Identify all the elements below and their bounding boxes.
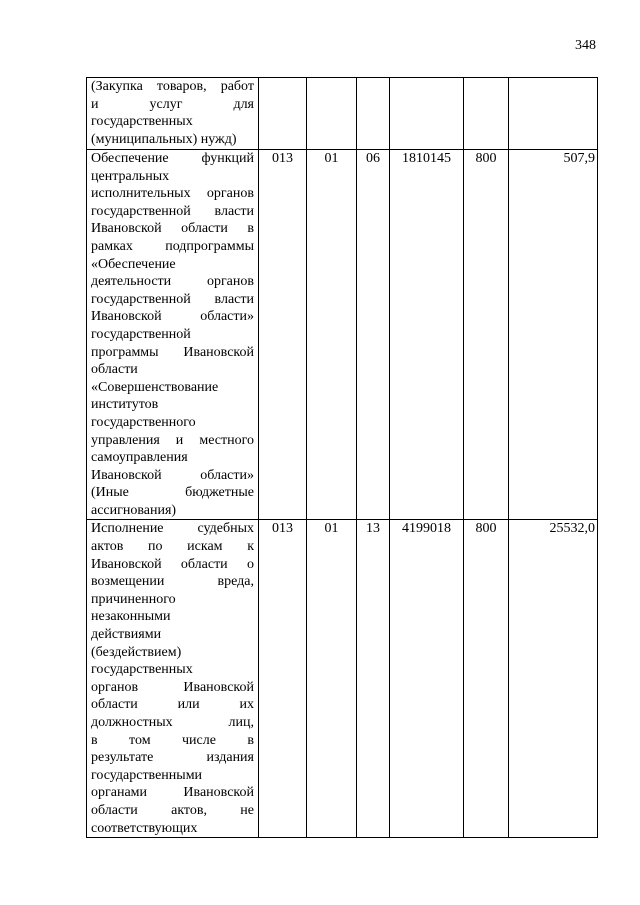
table-row (87, 150, 598, 520)
admin-code: 013 (272, 521, 293, 537)
section-code: 01 (324, 521, 339, 537)
description-line: области или их (91, 697, 254, 713)
description-line: рамках подпрограммы (91, 238, 254, 254)
description-line: исполнительных органов (91, 186, 254, 202)
target-article-code: 1810145 (402, 151, 451, 166)
type-cell (464, 520, 509, 838)
admin-code: 013 (272, 151, 293, 166)
admin-code-cell (259, 520, 307, 838)
description-line: незаконными (91, 609, 171, 625)
description-line: институтов (91, 397, 159, 413)
type-cell (464, 150, 509, 520)
description-line: (муниципальных) нужд) (91, 131, 237, 147)
row-description (87, 150, 259, 520)
sum-value: 507,9 (563, 151, 595, 166)
description-line: Обеспечение функций (91, 151, 254, 166)
description-line: управления и местного (91, 432, 254, 448)
description-line: государственной (91, 326, 191, 342)
row-description (87, 520, 259, 838)
description-line: актов по искам к (91, 539, 254, 555)
description-line: государственных (91, 114, 193, 130)
description-line: центральных (91, 168, 170, 184)
description-line: области актов, не (91, 802, 254, 818)
target-article-code: 4199018 (402, 521, 451, 537)
section-cell (307, 150, 357, 520)
description-line: соответствующих (91, 820, 198, 836)
description-line: «Совершенствование (91, 379, 219, 395)
subsection-code: 13 (366, 521, 380, 537)
subsection-cell (357, 150, 390, 520)
description-line: и услуг для (91, 96, 254, 112)
budget-table (86, 77, 598, 838)
description-line: органов Ивановской (91, 679, 254, 695)
description-line: деятельности органов (91, 274, 254, 290)
description-line: в том числе в (91, 732, 254, 748)
row-description (87, 78, 259, 150)
description-line: (Закупка товаров, работ (91, 79, 254, 94)
description-line: Ивановской области о (91, 556, 254, 572)
subsection-code: 06 (366, 151, 380, 166)
subsection-cell (357, 520, 390, 838)
table-row (87, 520, 598, 838)
description-line: Ивановской области в (91, 221, 254, 237)
description-line: государственного (91, 414, 196, 430)
admin-code-cell (259, 150, 307, 520)
description-line: (Иные бюджетные (91, 485, 254, 501)
description-line: программы Ивановской (91, 344, 254, 360)
table-body (87, 78, 598, 838)
section-code: 01 (324, 151, 339, 166)
description-line: государственной власти (91, 291, 254, 307)
sum-cell (509, 78, 598, 150)
sum-value: 25532,0 (549, 521, 595, 537)
description-line: государственных (91, 662, 193, 678)
expense-type-code: 800 (475, 521, 497, 537)
description-line: области (91, 362, 138, 378)
target-cell (390, 150, 464, 520)
description-line: органами Ивановской (91, 785, 254, 801)
description-line: государственной власти (91, 203, 254, 219)
description-line: Ивановской области» (91, 309, 254, 325)
table-row (87, 78, 598, 150)
expense-type-code: 800 (475, 151, 497, 166)
description-line: причиненного (91, 591, 176, 607)
sum-cell (509, 520, 598, 838)
description-line: Ивановской области» (91, 467, 254, 483)
target-cell (390, 78, 464, 150)
description-line: возмещении вреда, (91, 574, 254, 590)
target-cell (390, 520, 464, 838)
description-line: государственными (91, 767, 203, 783)
type-cell (464, 78, 509, 150)
description-line: результате издания (91, 750, 254, 766)
description-line: «Обеспечение (91, 256, 176, 272)
description-line: должностных лиц, (91, 715, 254, 730)
description-line: (бездействием) (91, 644, 182, 660)
subsection-cell (357, 78, 390, 150)
description-line: ассигнования) (91, 502, 177, 518)
section-cell (307, 78, 357, 150)
description-line: самоуправления (91, 450, 188, 466)
page-number: 348 (575, 38, 596, 53)
description-line: Исполнение судебных (91, 521, 254, 537)
description-line: действиями (91, 627, 162, 643)
admin-code-cell (259, 78, 307, 150)
sum-cell (509, 150, 598, 520)
section-cell (307, 520, 357, 838)
